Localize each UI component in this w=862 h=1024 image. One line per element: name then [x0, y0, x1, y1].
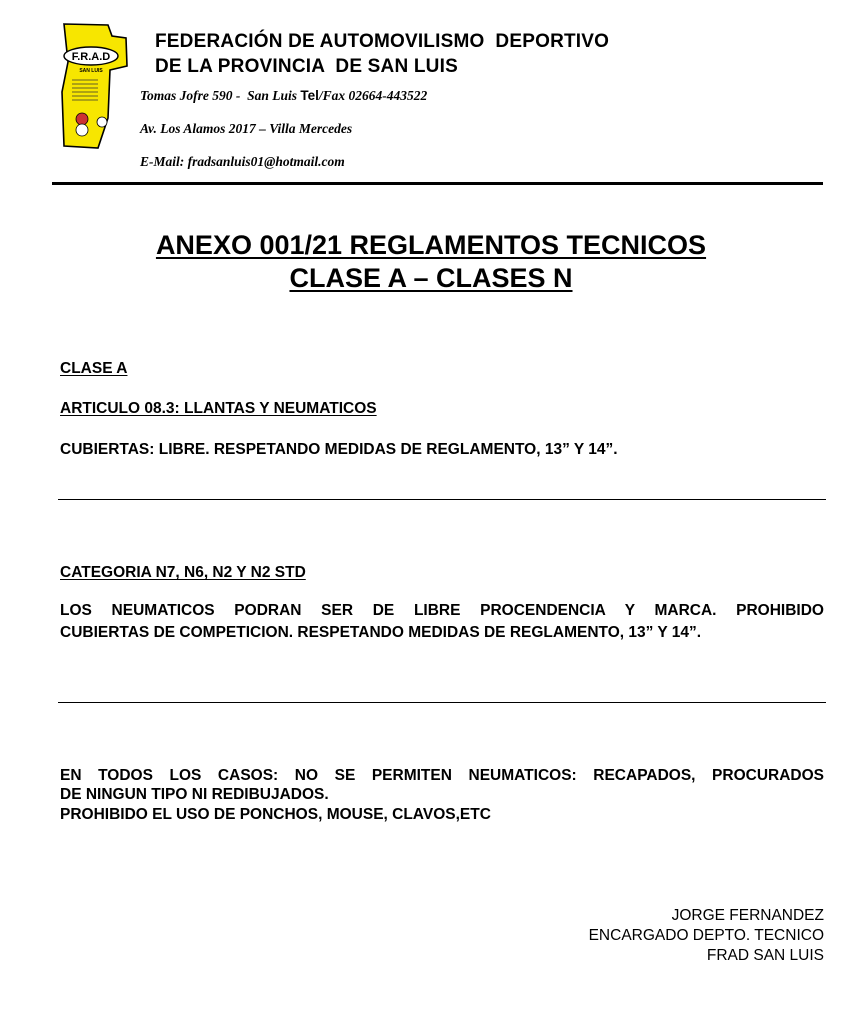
section-divider-2	[58, 702, 826, 703]
signature-role: ENCARGADO DEPTO. TECNICO	[588, 927, 824, 944]
categoria-heading: CATEGORIA N7, N6, N2 Y N2 STD	[60, 564, 306, 581]
logo-text: F.R.A.D	[71, 51, 111, 63]
logo-subtext: SAN LUIS	[79, 68, 103, 74]
organization-name	[155, 29, 609, 79]
frad-logo	[58, 22, 130, 150]
email-line: E-Mail: fradsanluis01@hotmail.com	[140, 154, 345, 169]
address-line-2: Av. Los Alamos 2017 – Villa Mercedes	[140, 121, 353, 136]
clase-a-heading: CLASE A	[60, 360, 128, 377]
address-1-text: Tomas Jofre 590 - San Luis	[140, 88, 301, 103]
signature-block	[589, 906, 824, 966]
header-divider	[52, 182, 823, 185]
address-line-1	[140, 88, 427, 104]
document-title	[0, 229, 862, 295]
signature-org: FRAD SAN LUIS	[706, 947, 824, 964]
signature-name: JORGE FERNANDEZ	[671, 907, 824, 924]
title-line-2: CLASE A – CLASES N	[289, 263, 573, 293]
san-luis-province-logo-icon	[58, 22, 130, 150]
org-line-1: FEDERACIÓN DE AUTOMOVILISMO DEPORTIVO	[155, 31, 610, 52]
neumaticos-line-2: CUBIERTAS DE COMPETICION. RESPETANDO MEDIDAS DE REGLAMENTO, 13” Y 14”.	[60, 624, 702, 641]
title-line-1: ANEXO 001/21 REGLAMENTOS TECNICOS	[155, 230, 707, 260]
todos-line-1: EN TODOS LOS CASOS: NO SE PERMITEN NEUMATICOS: RECAPADOS, PROCURADOS	[60, 767, 824, 784]
todos-line-2: DE NINGUN TIPO NI REDIBUJADOS.	[60, 786, 329, 803]
tel-label: Tel	[300, 88, 319, 103]
neumaticos-line-1: LOS NEUMATICOS PODRAN SER DE LIBRE PROCENDENCIA Y MARCA. PROHIBIDO	[60, 602, 824, 619]
org-line-2: DE LA PROVINCIA DE SAN LUIS	[155, 56, 458, 77]
articulo-heading: ARTICULO 08.3: LLANTAS Y NEUMATICOS	[60, 400, 377, 417]
section-divider-1	[58, 499, 826, 500]
prohibido-line: PROHIBIDO EL USO DE PONCHOS, MOUSE, CLAVOS,ETC	[60, 806, 491, 823]
cubiertas-text: CUBIERTAS: LIBRE. RESPETANDO MEDIDAS DE REGLAMENTO, 13” Y 14”.	[60, 441, 618, 458]
fax-number: /Fax 02664-443522	[318, 88, 428, 103]
